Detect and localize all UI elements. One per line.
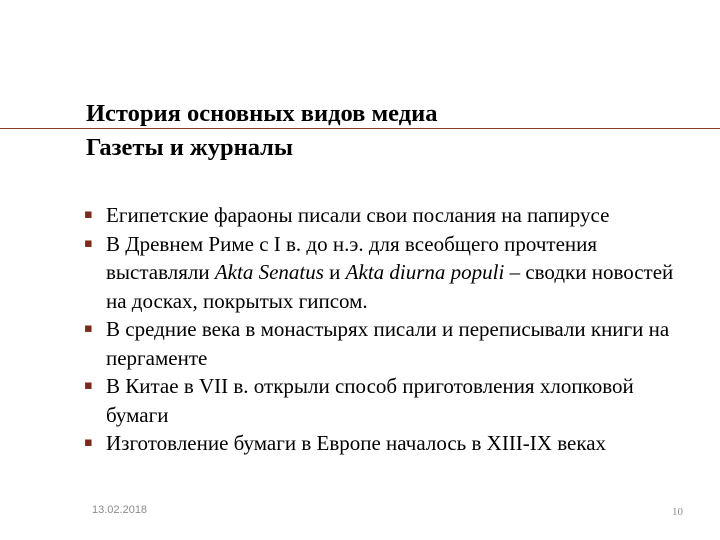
- bullet-list: [84, 201, 694, 458]
- bullet-item: [84, 315, 694, 372]
- title-line-2: Газеты и журналы: [86, 134, 294, 161]
- bullet-text: [106, 431, 606, 455]
- title-divider: [0, 128, 720, 129]
- text-segment: и: [323, 260, 346, 284]
- bullet-item: [84, 201, 694, 230]
- italic-text: Akta Senatus: [214, 260, 324, 284]
- text-segment: – сводки новостей на досках, покрытых гипсом.: [106, 260, 674, 313]
- text-segment: Изготовление бумаги в Европе началось в XIII-IX веках: [106, 431, 607, 455]
- bullet-text: [106, 317, 669, 370]
- bullet-text: [106, 203, 609, 227]
- text-segment: В Китае в VII в. открыли способ приготовления хлопковой бумаги: [106, 374, 634, 427]
- text-segment: Египетские фараоны писали свои послания на папирусе: [106, 203, 610, 227]
- square-bullet-icon: ▪: [84, 378, 93, 393]
- bullet-item: [84, 230, 694, 316]
- text-segment: В Древнем Риме с I в. до н.э. для всеобщего прочтения выставляли: [106, 231, 598, 284]
- square-bullet-icon: ▪: [84, 207, 93, 222]
- square-bullet-icon: ▪: [84, 321, 93, 336]
- italic-text: Akta diurna populi: [345, 260, 505, 284]
- bullet-text: [106, 232, 673, 313]
- bullet-item: [84, 372, 694, 429]
- bullet-text: [106, 374, 634, 427]
- square-bullet-icon: ▪: [84, 235, 93, 251]
- square-bullet-icon: ▪: [84, 435, 93, 450]
- title-line-1: История основных видов медиа: [86, 100, 438, 127]
- slide-title: [86, 97, 686, 165]
- footer-page-number: 10: [672, 506, 683, 518]
- text-segment: В средние века в монастырях писали и переписывали книги на пергаменте: [106, 317, 670, 370]
- footer-date: 13.02.2018: [92, 504, 148, 516]
- bullet-item: [84, 429, 694, 458]
